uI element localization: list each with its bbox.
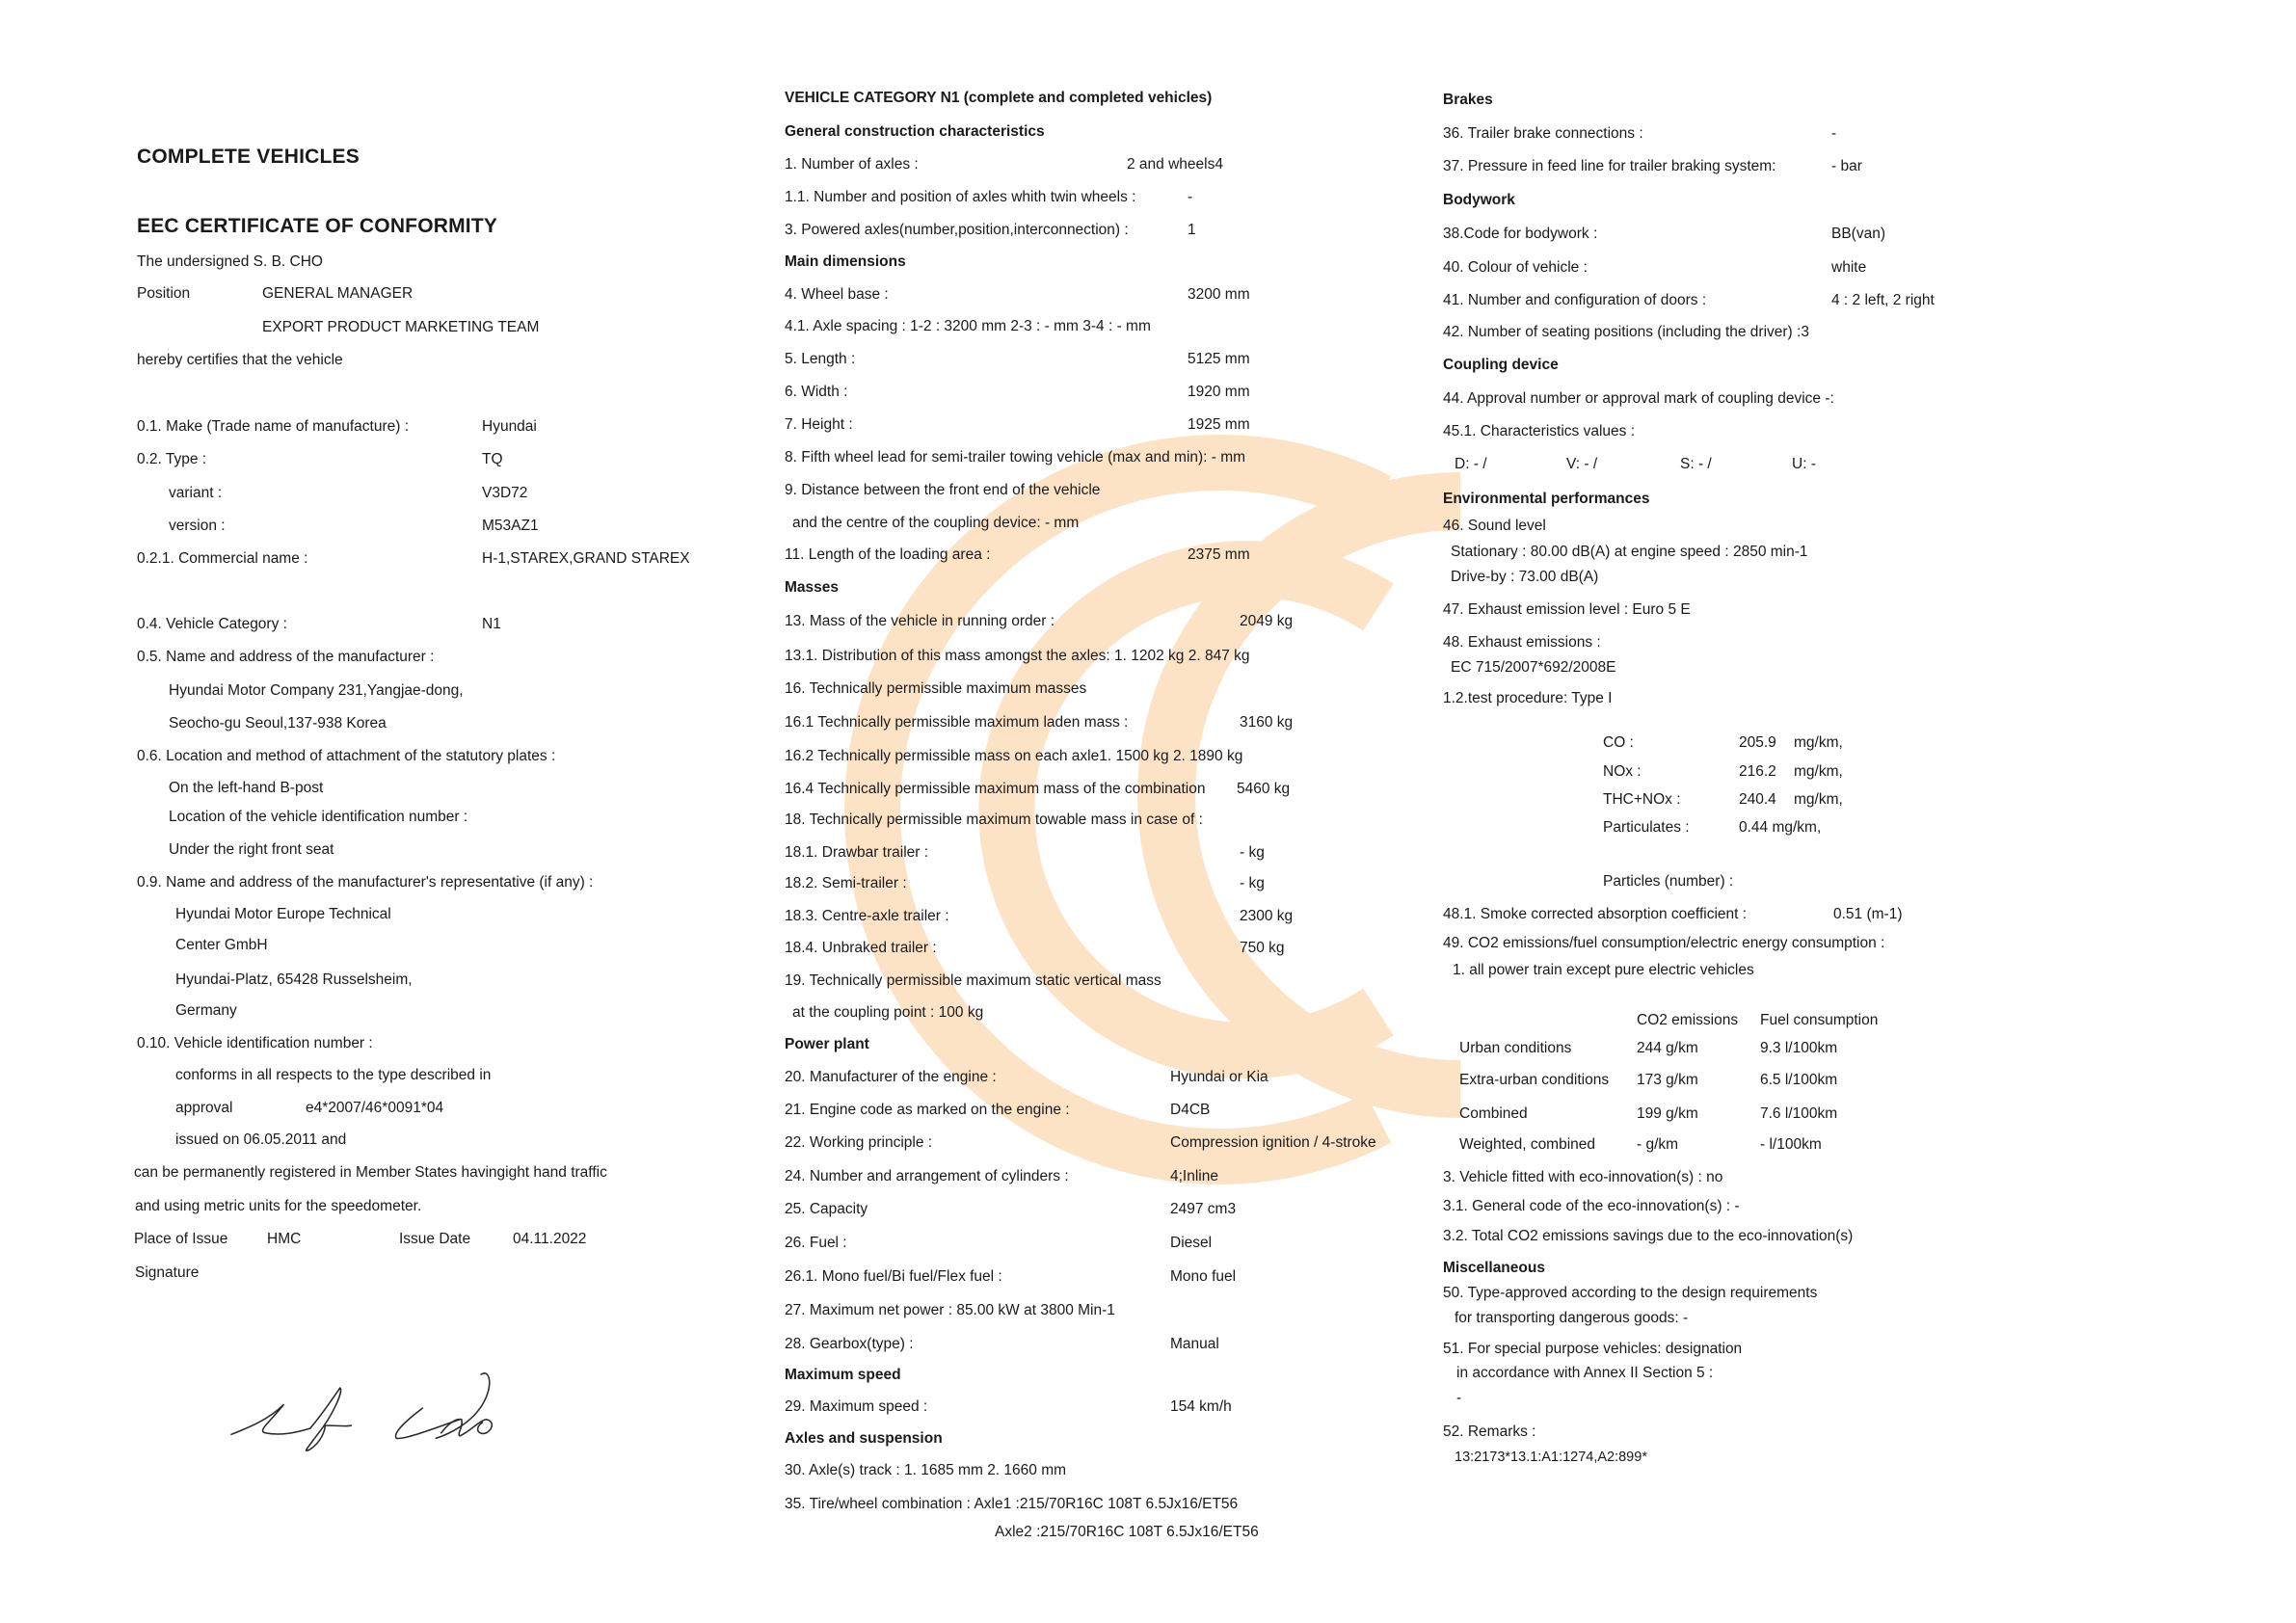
section-axles-suspension: Axles and suspension — [785, 1430, 943, 1447]
co2-row-label: Urban conditions — [1459, 1040, 1572, 1056]
spec-row: 20. Manufacturer of the engine : — [785, 1069, 997, 1085]
spec-value: 1925 mm — [1188, 416, 1250, 433]
co2-row-label: Weighted, combined — [1459, 1136, 1596, 1153]
spec-value: 2 and wheels4 — [1127, 156, 1223, 173]
representative-line-4: Germany — [175, 1002, 237, 1019]
spec-value: - kg — [1240, 875, 1265, 891]
spec-value: - — [1188, 189, 1193, 205]
sound-stationary: Stationary : 80.00 dB(A) at engine speed : 2850 min-1 — [1451, 544, 1808, 560]
emission-label: CO : — [1603, 734, 1634, 751]
spec-value: 4 : 2 left, 2 right — [1831, 292, 1935, 308]
spec-row: 25. Capacity — [785, 1201, 868, 1217]
emission-value: 240.4 — [1739, 791, 1776, 808]
representative-label: 0.9. Name and address of the manufacturer's representative (if any) : — [137, 874, 594, 891]
co2-row-value: - g/km — [1637, 1136, 1679, 1153]
spec-row: 16.2 Technically permissible mass on each axle1. 1500 kg 2. 1890 kg — [785, 748, 1243, 764]
spec-row: 21. Engine code as marked on the engine : — [785, 1102, 1070, 1118]
representative-line-1: Hyundai Motor Europe Technical — [175, 906, 391, 922]
make-label: 0.1. Make (Trade name of manufacture) : — [137, 418, 409, 435]
item-50-line-1: 50. Type-approved according to the design requirements — [1443, 1285, 1818, 1301]
spec-row: 9. Distance between the front end of the vehicle — [785, 482, 1101, 498]
spec-value: 154 km/h — [1170, 1398, 1232, 1415]
spec-row: 16.4 Technically permissible maximum mass of the combination — [785, 781, 1206, 797]
issue-date-value: 04.11.2022 — [513, 1231, 587, 1247]
spec-row: 28. Gearbox(type) : — [785, 1336, 914, 1352]
spec-value: Manual — [1170, 1336, 1219, 1352]
spec-row: 11. Length of the loading area : — [785, 546, 991, 563]
spec-row: 1. Number of axles : — [785, 156, 919, 173]
section-masses: Masses — [785, 579, 840, 596]
sound-driveby: Drive-by : 73.00 dB(A) — [1451, 569, 1599, 585]
coupling-u: U: - — [1792, 456, 1816, 472]
test-procedure: 1.2.test procedure: Type I — [1443, 690, 1613, 706]
spec-row: 8. Fifth wheel lead for semi-trailer towing vehicle (max and min): - mm — [785, 449, 1246, 466]
spec-row: 42. Number of seating positions (including the driver) :3 — [1443, 324, 1809, 340]
smoke-label: 48.1. Smoke corrected absorption coefficient : — [1443, 906, 1748, 922]
spec-row: 18. Technically permissible maximum towable mass in case of : — [785, 812, 1203, 828]
spec-row: 13.1. Distribution of this mass amongst the axles: 1. 1202 kg 2. 847 kg — [785, 648, 1250, 664]
spec-row: 38.Code for bodywork : — [1443, 226, 1598, 242]
spec-value: 1 — [1188, 222, 1196, 238]
item-51-value: - — [1456, 1390, 1462, 1406]
remarks-value: 13:2173*13.1:A1:1274,A2:899* — [1455, 1450, 1647, 1465]
spec-row: Axle2 :215/70R16C 108T 6.5Jx16/ET56 — [995, 1524, 1259, 1540]
signature-label: Signature — [135, 1264, 200, 1281]
co2-row-value: 244 g/km — [1637, 1040, 1698, 1056]
category-label: 0.4. Vehicle Category : — [137, 616, 287, 632]
spec-row: 27. Maximum net power : 85.00 kW at 3800 Min-1 — [785, 1302, 1115, 1318]
coupling-v: V: - / — [1566, 456, 1598, 472]
registered-text: can be permanently registered in Member States havingight hand traffic — [134, 1164, 607, 1181]
emission-unit: mg/km, — [1794, 734, 1843, 751]
coupling-s: S: - / — [1680, 456, 1712, 472]
place-of-issue-label: Place of Issue — [134, 1231, 228, 1247]
category-value: N1 — [482, 616, 501, 632]
exhaust-emissions-label: 48. Exhaust emissions : — [1443, 634, 1601, 651]
emission-label: Particulates : — [1603, 819, 1690, 836]
spec-row: 19. Technically permissible maximum static vertical mass — [785, 972, 1161, 989]
spec-row: at the coupling point : 100 kg — [792, 1004, 984, 1021]
emission-value: 216.2 — [1739, 763, 1776, 780]
certifies-text: hereby certifies that the vehicle — [137, 352, 343, 368]
approval-value: e4*2007/46*0091*04 — [306, 1100, 444, 1116]
plates-value: On the left-hand B-post — [169, 780, 324, 796]
spec-value: white — [1831, 259, 1867, 276]
emission-value: 205.9 — [1739, 734, 1776, 751]
vin-location-label: Location of the vehicle identification number : — [169, 809, 468, 825]
spec-value: 1920 mm — [1188, 384, 1250, 400]
place-of-issue-value: HMC — [267, 1231, 302, 1247]
spec-row: 18.1. Drawbar trailer : — [785, 844, 929, 861]
section-coupling-device: Coupling device — [1443, 357, 1559, 373]
team-value: EXPORT PRODUCT MARKETING TEAM — [262, 319, 540, 335]
spec-row: 37. Pressure in feed line for trailer braking system: — [1443, 158, 1776, 174]
section-general-construction: General construction characteristics — [785, 123, 1045, 140]
heading-complete-vehicles: COMPLETE VEHICLES — [137, 146, 360, 168]
fuel-header: Fuel consumption — [1760, 1012, 1879, 1028]
issue-date-label: Issue Date — [399, 1231, 471, 1247]
spec-row: 24. Number and arrangement of cylinders : — [785, 1168, 1069, 1184]
representative-line-2: Center GmbH — [175, 937, 268, 953]
eco-innovation-fitted: 3. Vehicle fitted with eco-innovation(s) : no — [1443, 1169, 1723, 1185]
spec-row: 3. Powered axles(number,position,interconnection) : — [785, 222, 1129, 238]
section-bodywork: Bodywork — [1443, 192, 1515, 208]
fuel-row-value: 7.6 l/100km — [1760, 1105, 1838, 1122]
spec-value: - — [1831, 125, 1837, 142]
spec-value: Compression ignition / 4-stroke — [1170, 1134, 1376, 1151]
vehicle-category-heading: VEHICLE CATEGORY N1 (complete and completed vehicles) — [785, 90, 1213, 106]
commercial-name-label: 0.2.1. Commercial name : — [137, 550, 308, 567]
spec-value: D4CB — [1170, 1102, 1211, 1118]
particles-number: Particles (number) : — [1603, 873, 1734, 890]
item-51-line-1: 51. For special purpose vehicles: designation — [1443, 1341, 1743, 1357]
spec-row: 36. Trailer brake connections : — [1443, 125, 1643, 142]
co2-row-value: 199 g/km — [1637, 1105, 1698, 1122]
spec-row: 26.1. Mono fuel/Bi fuel/Flex fuel : — [785, 1268, 1002, 1285]
exhaust-emissions-ref: EC 715/2007*692/2008E — [1451, 659, 1616, 676]
spec-value: 5460 kg — [1237, 781, 1291, 797]
conforms-text: conforms in all respects to the type described in — [175, 1067, 492, 1083]
spec-value: - kg — [1240, 844, 1265, 861]
spec-row: 16.1 Technically permissible maximum laden mass : — [785, 714, 1129, 731]
eco-innovation-code: 3.1. General code of the eco-innovation(s) : - — [1443, 1198, 1740, 1214]
spec-row: 22. Working principle : — [785, 1134, 933, 1151]
vin-location-value: Under the right front seat — [169, 841, 334, 858]
spec-row: 13. Mass of the vehicle in running order : — [785, 613, 1055, 629]
smoke-value: 0.51 (m-1) — [1833, 906, 1903, 922]
handwritten-signature — [174, 1344, 559, 1479]
spec-row: 18.4. Unbraked trailer : — [785, 940, 937, 956]
variant-label: variant : — [169, 485, 223, 501]
position-label: Position — [137, 285, 191, 302]
spec-value: Mono fuel — [1170, 1268, 1237, 1285]
spec-row: 35. Tire/wheel combination : Axle1 :215/70R16C 108T 6.5Jx16/ET56 — [785, 1496, 1239, 1512]
spec-value: 2049 kg — [1240, 613, 1294, 629]
section-miscellaneous: Miscellaneous — [1443, 1260, 1545, 1276]
spec-value: 3200 mm — [1188, 286, 1250, 303]
spec-row: 4.1. Axle spacing : 1-2 : 3200 mm 2-3 : - mm 3-4 : - mm — [785, 318, 1151, 334]
issued-on: issued on 06.05.2011 and — [175, 1131, 347, 1148]
undersigned: The undersigned S. B. CHO — [137, 253, 323, 270]
spec-value: 4;Inline — [1170, 1168, 1218, 1184]
variant-value: V3D72 — [482, 485, 528, 501]
spec-value: 2497 cm3 — [1170, 1201, 1237, 1217]
spec-value: 3160 kg — [1240, 714, 1294, 731]
type-value: TQ — [482, 451, 503, 467]
emission-label: NOx : — [1603, 763, 1642, 780]
type-label: 0.2. Type : — [137, 451, 207, 467]
spec-row: 5. Length : — [785, 351, 856, 367]
co2-row-label: Combined — [1459, 1105, 1528, 1122]
metric-text: and using metric units for the speedometer. — [135, 1198, 422, 1214]
spec-row: 7. Height : — [785, 416, 853, 433]
sound-level-label: 46. Sound level — [1443, 518, 1546, 534]
spec-row: 18.3. Centre-axle trailer : — [785, 908, 949, 924]
vin-label: 0.10. Vehicle identification number : — [137, 1035, 373, 1051]
eco-innovation-savings: 3.2. Total CO2 emissions savings due to the eco-innovation(s) — [1443, 1228, 1854, 1244]
manufacturer-address-2: Seocho-gu Seoul,137-938 Korea — [169, 715, 387, 732]
spec-value: BB(van) — [1831, 226, 1885, 242]
spec-value: 2375 mm — [1188, 546, 1250, 563]
item-51-line-2: in accordance with Annex II Section 5 : — [1456, 1365, 1714, 1381]
spec-row: 41. Number and configuration of doors : — [1443, 292, 1707, 308]
plates-label: 0.6. Location and method of attachment of the statutory plates : — [137, 748, 556, 764]
fuel-row-value: 9.3 l/100km — [1760, 1040, 1838, 1056]
spec-row: 30. Axle(s) track : 1. 1685 mm 2. 1660 mm — [785, 1462, 1067, 1478]
spec-row: 26. Fuel : — [785, 1235, 847, 1251]
spec-row: 16. Technically permissible maximum masses — [785, 680, 1087, 697]
spec-row: 44. Approval number or approval mark of coupling device -: — [1443, 390, 1834, 407]
version-label: version : — [169, 518, 226, 534]
spec-row: 40. Colour of vehicle : — [1443, 259, 1588, 276]
emission-unit: mg/km, — [1794, 763, 1843, 780]
spec-row: 29. Maximum speed : — [785, 1398, 928, 1415]
spec-value: 5125 mm — [1188, 351, 1250, 367]
coupling-d: D: - / — [1455, 456, 1487, 472]
remarks-label: 52. Remarks : — [1443, 1423, 1536, 1440]
emission-level: 47. Exhaust emission level : Euro 5 E — [1443, 601, 1691, 618]
make-value: Hyundai — [482, 418, 537, 435]
spec-value: 750 kg — [1240, 940, 1285, 956]
spec-row: 4. Wheel base : — [785, 286, 889, 303]
spec-value: 2300 kg — [1240, 908, 1294, 924]
position-value: GENERAL MANAGER — [262, 285, 414, 302]
spec-row: 6. Width : — [785, 384, 848, 400]
co2-header: CO2 emissions — [1637, 1012, 1739, 1028]
emission-label: THC+NOx : — [1603, 791, 1681, 808]
item-50-line-2: for transporting dangerous goods: - — [1455, 1310, 1689, 1326]
co2-label: 49. CO2 emissions/fuel consumption/electric energy consumption : — [1443, 935, 1885, 951]
approval-label: approval — [175, 1100, 233, 1116]
section-main-dimensions: Main dimensions — [785, 253, 906, 270]
spec-row: 1.1. Number and position of axles whith twin wheels : — [785, 189, 1136, 205]
emission-unit: mg/km, — [1794, 791, 1843, 808]
manufacturer-label: 0.5. Name and address of the manufacturer : — [137, 649, 435, 665]
commercial-name-value: H-1,STAREX,GRAND STAREX — [482, 550, 690, 567]
co2-sublabel: 1. all power train except pure electric vehicles — [1453, 962, 1754, 978]
spec-row: 45.1. Characteristics values : — [1443, 423, 1636, 439]
manufacturer-address-1: Hyundai Motor Company 231,Yangjae-dong, — [169, 682, 464, 699]
representative-line-3: Hyundai-Platz, 65428 Russelsheim, — [175, 971, 413, 988]
spec-value: Hyundai or Kia — [1170, 1069, 1268, 1085]
fuel-row-value: 6.5 l/100km — [1760, 1072, 1838, 1088]
fuel-row-value: - l/100km — [1760, 1136, 1822, 1153]
emission-value: 0.44 mg/km, — [1739, 819, 1822, 836]
heading-certificate: EEC CERTIFICATE OF CONFORMITY — [137, 215, 498, 237]
spec-value: - bar — [1831, 158, 1862, 174]
section-environmental: Environmental performances — [1443, 491, 1650, 507]
spec-value: Diesel — [1170, 1235, 1213, 1251]
co2-row-value: 173 g/km — [1637, 1072, 1698, 1088]
section-brakes: Brakes — [1443, 92, 1493, 108]
version-value: M53AZ1 — [482, 518, 539, 534]
spec-row: 18.2. Semi-trailer : — [785, 875, 907, 891]
spec-row: and the centre of the coupling device: - mm — [792, 515, 1080, 531]
co2-row-label: Extra-urban conditions — [1459, 1072, 1610, 1088]
section-maximum-speed: Maximum speed — [785, 1367, 901, 1383]
section-power-plant: Power plant — [785, 1036, 869, 1052]
